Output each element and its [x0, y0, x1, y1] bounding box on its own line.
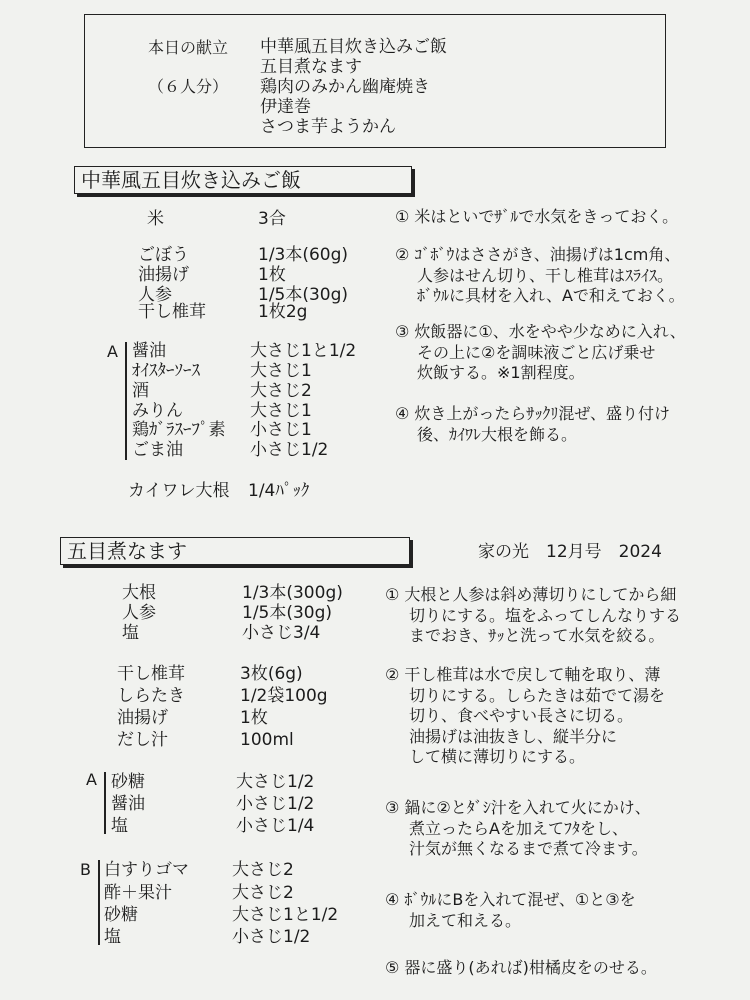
- recipe1-step-1: ① 米はといでｻﾞﾙで水気をきっておく。: [395, 207, 679, 226]
- ingredient-qty: 1/4ﾊﾟｯｸ: [248, 481, 310, 501]
- ingredient-name: 塩: [111, 816, 128, 836]
- ingredient-qty: 小さじ3/4: [242, 623, 321, 643]
- ingredient-name: ごま油: [132, 440, 183, 460]
- ingredient-qty: 1枚: [258, 265, 286, 285]
- ingredient-qty: 3合: [258, 209, 286, 229]
- ingredient-name: 醤油: [111, 794, 145, 814]
- recipe2-source: 家の光 12月号 2024: [478, 542, 662, 562]
- menu-item: さつま芋ようかん: [260, 117, 396, 137]
- recipe1-step-4: ④ 炊き上がったらｻｯｸﾘ混ぜ、盛り付け 後、ｶｲﾜﾚ大根を飾る。: [395, 404, 670, 444]
- ingredient-qty: 1/3本(300g): [242, 583, 343, 603]
- ingredient-name: カイワレ大根: [128, 481, 230, 501]
- ingredient-qty: 1/3本(60g): [258, 245, 349, 265]
- menu-item: 五目煮なます: [260, 57, 362, 77]
- ingredient-name: 鶏ｶﾞﾗｽｰﾌﾟ素: [132, 420, 226, 440]
- ingredient-name: しらたき: [117, 686, 185, 706]
- ingredient-name: 干し椎茸: [117, 664, 185, 684]
- ingredient-qty: 小さじ1: [250, 420, 312, 440]
- ingredient-qty: 大さじ2: [250, 381, 312, 401]
- recipe1-title: 中華風五目炊き込みご飯: [74, 166, 412, 194]
- menu-item: 鶏肉のみかん幽庵焼き: [260, 77, 430, 97]
- ingredient-name: 砂糖: [111, 772, 145, 792]
- ingredient-name: ｵｲｽﾀｰｿｰｽ: [132, 361, 200, 381]
- ingredient-name: 砂糖: [104, 905, 138, 925]
- menu-label: 本日の献立: [148, 38, 229, 57]
- menu-item: 伊達巻: [260, 97, 311, 117]
- ingredient-name: だし汁: [117, 730, 168, 750]
- recipe2-step-5: ⑤ 器に盛り(あれば)柑橘皮をのせる。: [385, 958, 657, 977]
- ingredient-qty: 1/5本(30g): [258, 285, 349, 305]
- ingredient-name: 白すりゴマ: [104, 860, 189, 880]
- ingredient-name: 大根: [122, 583, 156, 603]
- group-a-bracket: [104, 772, 106, 834]
- recipe1-step-2: ② ｺﾞﾎﾞｳはささがき、油揚げは1cm角、 人参はせん切り、干し椎茸はｽﾗｲｽ。 ﾎﾞｳﾙに具材を入れ、Aで和えておく。: [395, 245, 685, 305]
- ingredient-qty: 1枚2g: [258, 302, 308, 322]
- ingredient-qty: 小さじ1/2: [232, 927, 311, 947]
- group-a-marker: A: [86, 770, 97, 789]
- recipe2-step-3: ③ 鍋に②とﾀﾞｼ汁を入れて火にかけ、 煮立ったらAを加えてﾌﾀをし、 汁気が無くなるまで煮て冷ます。: [385, 798, 651, 858]
- recipe2-step-2: ② 干し椎茸は水で戻して軸を取り、薄 切りにする。しらたきは茹でて湯を 切り、食べやすい長さに切る。 油揚げは油抜きし、縦半分に して横に薄切りにする。: [385, 665, 666, 766]
- ingredient-name: 米: [147, 209, 164, 229]
- ingredient-qty: 大さじ1と1/2: [250, 341, 357, 361]
- ingredient-name: ごぼう: [138, 245, 189, 265]
- ingredient-qty: 1枚: [240, 708, 268, 728]
- ingredient-qty: 3枚(6g): [240, 664, 303, 684]
- ingredient-name: 酢＋果汁: [104, 883, 172, 903]
- ingredient-qty: 大さじ1/2: [236, 772, 315, 792]
- menu-item: 中華風五目炊き込みご飯: [260, 37, 447, 57]
- ingredient-qty: 小さじ1/2: [236, 794, 315, 814]
- ingredient-name: 酒: [132, 381, 149, 401]
- recipe1-step-3: ③ 炊飯器に①、水をやや少なめに入れ、 その上に②を調味液ごと広げ乗せ 炊飯する。※1割程度。: [395, 322, 686, 382]
- ingredient-name: 塩: [104, 927, 121, 947]
- group-b-bracket: [98, 860, 100, 945]
- ingredient-name: 干し椎茸: [138, 302, 206, 322]
- ingredient-name: 塩: [122, 623, 139, 643]
- ingredient-qty: 1/2袋100g: [240, 686, 328, 706]
- ingredient-qty: 大さじ2: [232, 883, 294, 903]
- ingredient-name: 人参: [138, 285, 172, 305]
- ingredient-qty: 大さじ1と1/2: [232, 905, 339, 925]
- ingredient-qty: 1/5本(30g): [242, 603, 333, 623]
- ingredient-name: 油揚げ: [117, 708, 168, 728]
- ingredient-name: みりん: [132, 401, 183, 421]
- ingredient-qty: 小さじ1/2: [250, 440, 329, 460]
- ingredient-name: 人参: [122, 603, 156, 623]
- recipe2-step-4: ④ ﾎﾞｳﾙにBを入れて混ぜ、①と③を 加えて和える。: [385, 890, 636, 930]
- recipe2-step-1: ① 大根と人参は斜め薄切りにしてから細 切りにする。塩をふってしんなりする までおき、ｻｯと洗って水気を絞る。: [385, 585, 682, 645]
- ingredient-name: 醤油: [132, 341, 166, 361]
- group-a-marker: A: [107, 342, 118, 361]
- group-a-bracket: [125, 342, 127, 460]
- ingredient-qty: 大さじ1: [250, 401, 312, 421]
- ingredient-qty: 大さじ2: [232, 860, 294, 880]
- group-b-marker: B: [80, 860, 91, 879]
- recipe2-title: 五目煮なます: [60, 537, 410, 565]
- ingredient-qty: 小さじ1/4: [236, 816, 315, 836]
- menu-servings: （６人分）: [148, 77, 229, 96]
- ingredient-qty: 100ml: [240, 730, 294, 750]
- ingredient-name: 油揚げ: [138, 265, 189, 285]
- ingredient-qty: 大さじ1: [250, 361, 312, 381]
